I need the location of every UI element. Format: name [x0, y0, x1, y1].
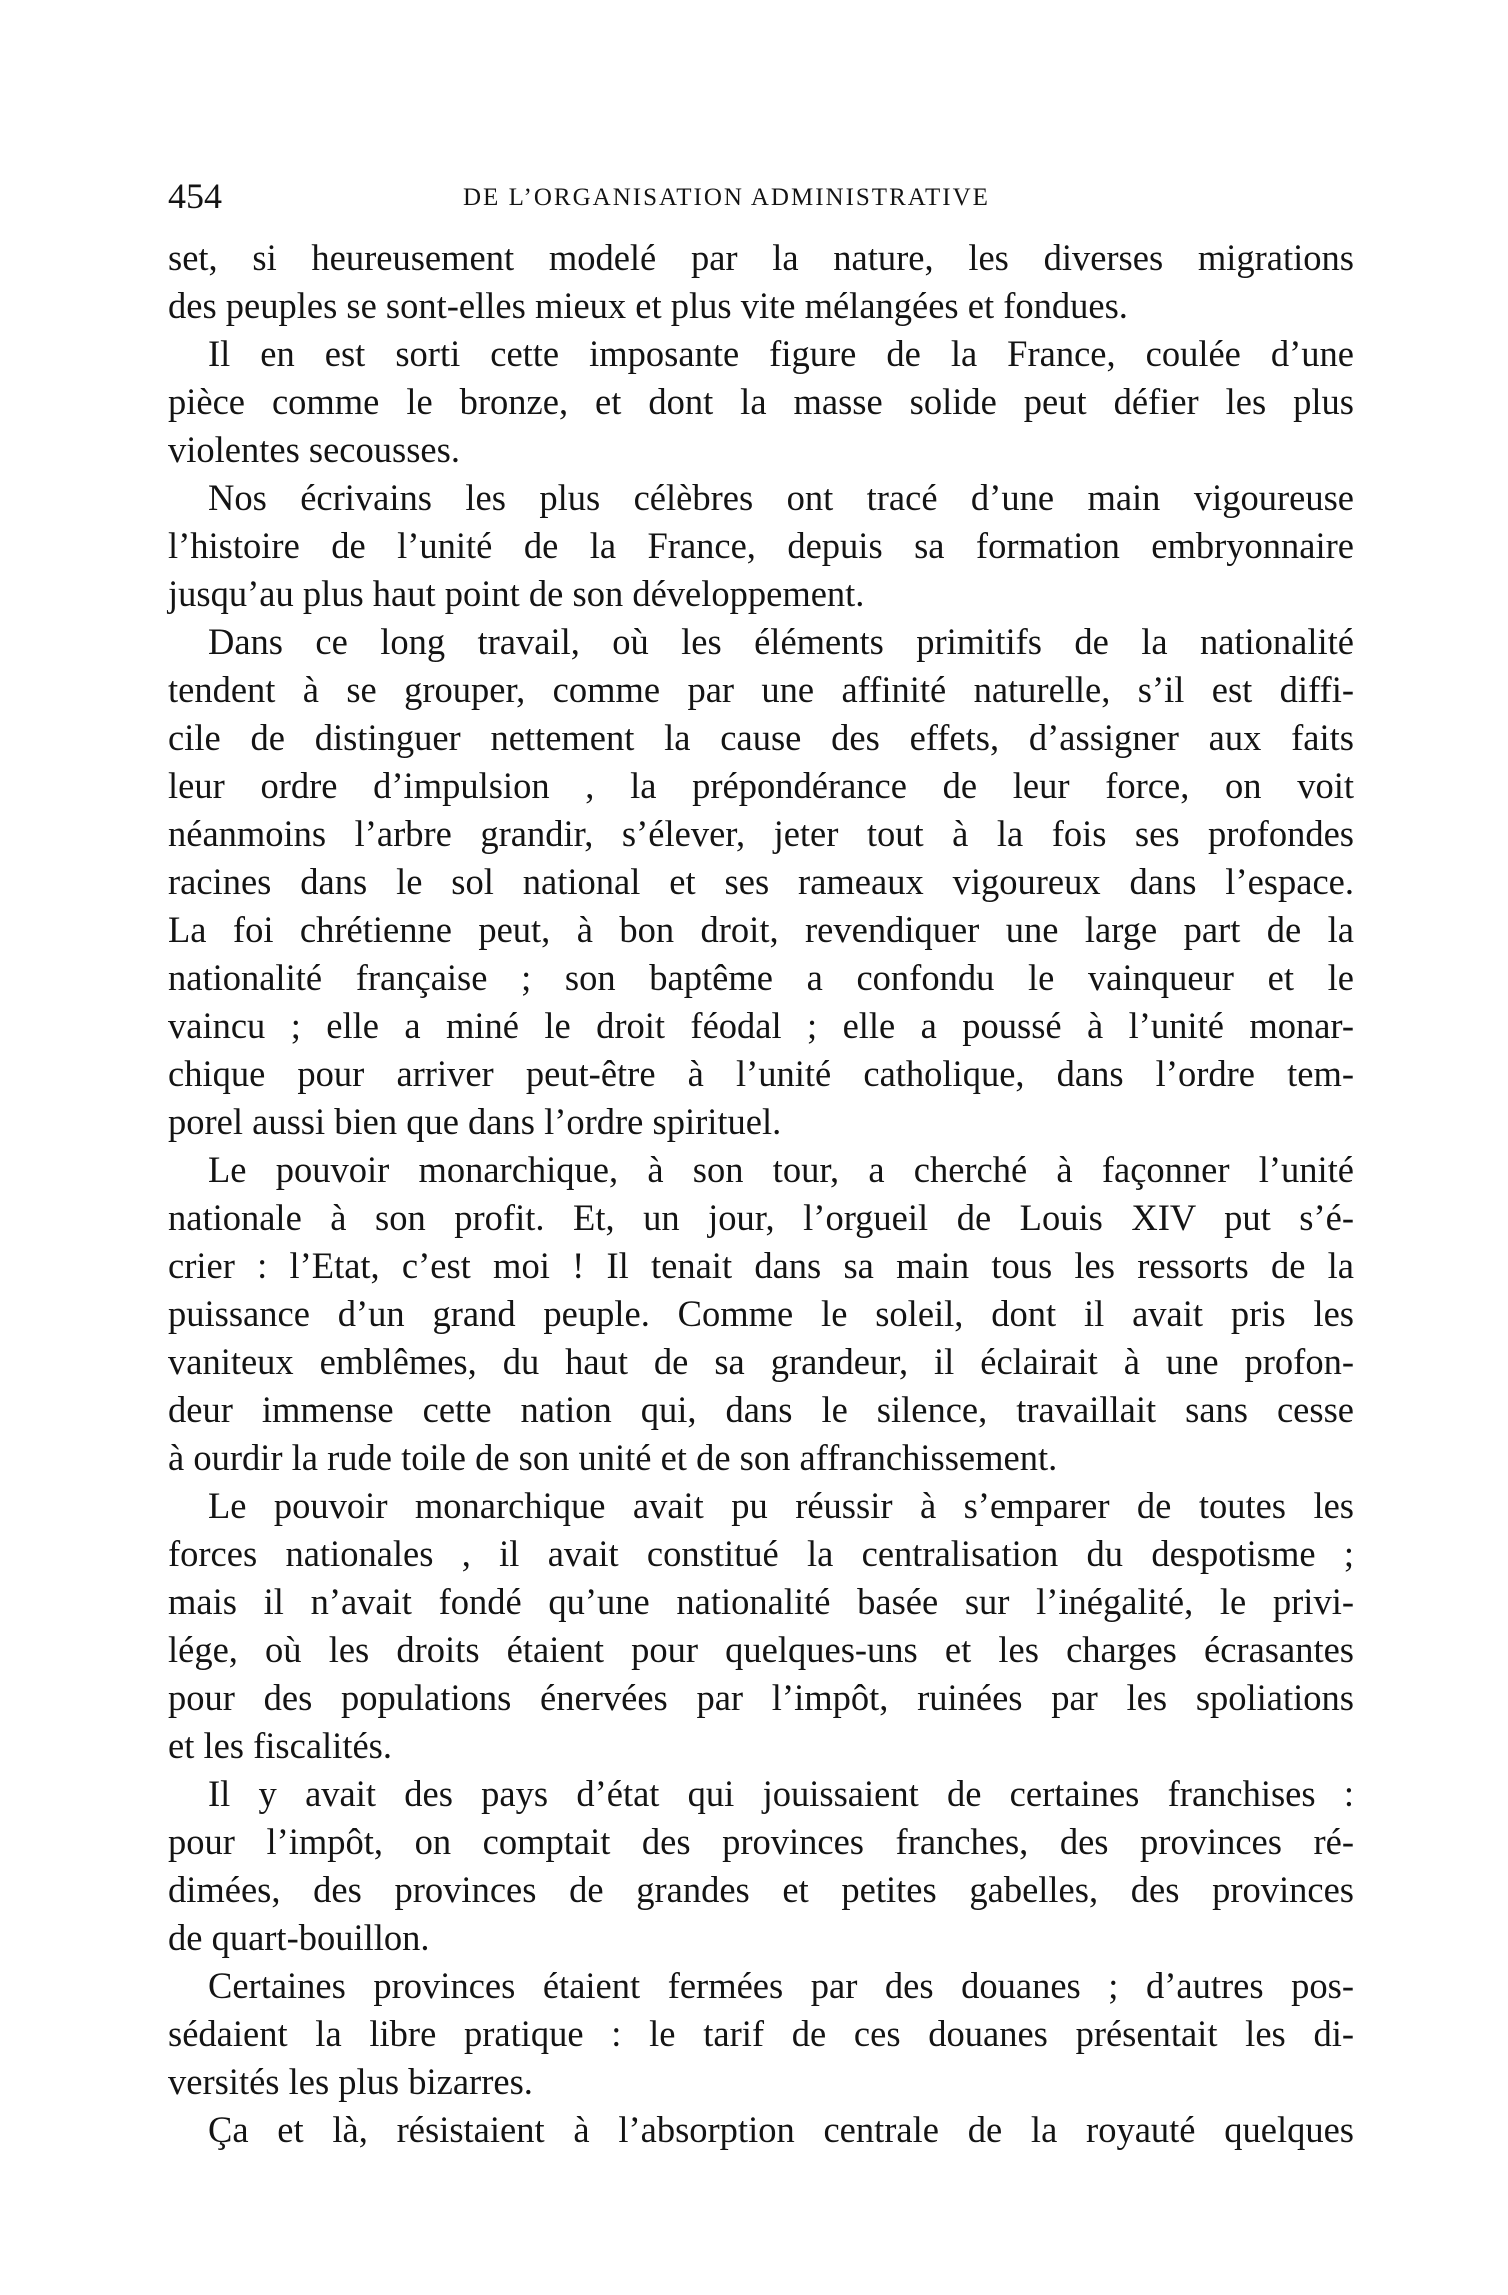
text-line: vaincu ; elle a miné le droit féodal ; elle a poussé à l’unité monar-: [168, 1005, 1354, 1046]
text-line: pour l’impôt, on comptait des provinces franches, des provinces ré-: [168, 1821, 1354, 1862]
text-line: Le pouvoir monarchique, à son tour, a cherché à façonner l’unité: [208, 1149, 1354, 1190]
text-line: nationalité française ; son baptême a confondu le vainqueur et le: [168, 957, 1354, 998]
text-line: porel aussi bien que dans l’ordre spirituel.: [168, 1101, 782, 1142]
text-line: set, si heureusement modelé par la nature, les diverses migrations: [168, 237, 1354, 278]
text-line: à ourdir la rude toile de son unité et de son affranchissement.: [168, 1437, 1058, 1478]
text-line: et les fiscalités.: [168, 1725, 392, 1766]
text-line: Nos écrivains les plus célèbres ont tracé d’une main vigoureuse: [208, 477, 1354, 518]
text-line: pour des populations énervées par l’impôt, ruinées par les spoliations: [168, 1677, 1354, 1718]
text-line: Certaines provinces étaient fermées par des douanes ; d’autres pos-: [208, 1965, 1354, 2006]
page-header: [168, 170, 1368, 222]
text-line: Dans ce long travail, où les éléments primitifs de la nationalité: [208, 621, 1354, 662]
text-line: Le pouvoir monarchique avait pu réussir à s’emparer de toutes les: [208, 1485, 1354, 1526]
text-line: l’histoire de l’unité de la France, depuis sa formation embryonnaire: [168, 525, 1354, 566]
text-line: racines dans le sol national et ses rameaux vigoureux dans l’espace.: [168, 861, 1354, 902]
body-text: [168, 234, 1354, 2154]
text-line: forces nationales , il avait constitué la centralisation du despotisme ;: [168, 1533, 1354, 1574]
text-line: violentes secousses.: [168, 429, 460, 470]
text-line: vaniteux emblêmes, du haut de sa grandeur, il éclairait à une profon-: [168, 1341, 1354, 1382]
text-line: tendent à se grouper, comme par une affinité naturelle, s’il est diffi-: [168, 669, 1354, 710]
running-head: DE L’ORGANISATION ADMINISTRATIVE: [463, 184, 990, 211]
text-line: deur immense cette nation qui, dans le silence, travaillait sans cesse: [168, 1389, 1354, 1430]
text-line: Il en est sorti cette imposante figure de la France, coulée d’une: [208, 333, 1354, 374]
text-line: chique pour arriver peut-être à l’unité catholique, dans l’ordre tem-: [168, 1053, 1354, 1094]
text-line: mais il n’avait fondé qu’une nationalité basée sur l’inégalité, le privi-: [168, 1581, 1354, 1622]
text-line: Il y avait des pays d’état qui jouissaient de certaines franchises :: [208, 1773, 1354, 1814]
text-line: nationale à son profit. Et, un jour, l’orgueil de Louis XIV put s’é-: [168, 1197, 1354, 1238]
text-line: de quart-bouillon.: [168, 1917, 430, 1958]
text-line: dimées, des provinces de grandes et petites gabelles, des provinces: [168, 1869, 1354, 1910]
text-line: Ça et là, résistaient à l’absorption centrale de la royauté quelques: [208, 2109, 1354, 2150]
text-line: leur ordre d’impulsion , la prépondérance de leur force, on voit: [168, 765, 1354, 806]
text-line: pièce comme le bronze, et dont la masse solide peut défier les plus: [168, 381, 1354, 422]
text-line: jusqu’au plus haut point de son développement.: [168, 573, 865, 614]
text-line: La foi chrétienne peut, à bon droit, revendiquer une large part de la: [168, 909, 1354, 950]
page-number: 454: [168, 176, 222, 216]
text-line: sédaient la libre pratique : le tarif de ces douanes présentait les di-: [168, 2013, 1354, 2054]
text-line: lége, où les droits étaient pour quelques-uns et les charges écrasantes: [168, 1629, 1354, 1670]
text-line: versités les plus bizarres.: [168, 2061, 533, 2102]
text-line: néanmoins l’arbre grandir, s’élever, jeter tout à la fois ses profondes: [168, 813, 1354, 854]
text-line: des peuples se sont-elles mieux et plus vite mélangées et fondues.: [168, 285, 1128, 326]
text-line: cile de distinguer nettement la cause des effets, d’assigner aux faits: [168, 717, 1354, 758]
text-line: crier : l’Etat, c’est moi ! Il tenait dans sa main tous les ressorts de la: [168, 1245, 1354, 1286]
text-line: puissance d’un grand peuple. Comme le soleil, dont il avait pris les: [168, 1293, 1354, 1334]
